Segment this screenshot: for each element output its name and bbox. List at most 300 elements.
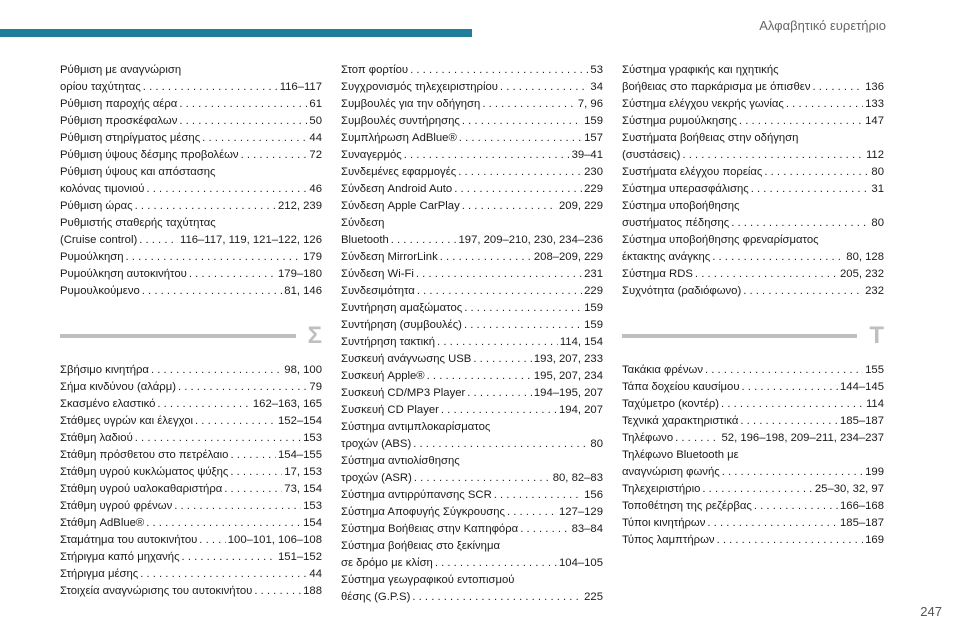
index-entry (622, 362, 884, 379)
index-entry-pages: 79 (309, 381, 322, 393)
index-entry-line (60, 583, 322, 600)
index-entry-line (60, 379, 322, 396)
page-number: 247 (920, 604, 942, 619)
index-entry-pages: 133 (865, 98, 884, 110)
index-entry-pages: 100–101, 106–108 (227, 534, 322, 546)
index-entry-line (60, 79, 322, 96)
index-entry-line (60, 464, 322, 481)
index-entry-text: Σύστημα Βοήθειας στην Καπηφόρα (341, 523, 519, 535)
index-entry (341, 572, 603, 606)
index-entry (341, 521, 603, 538)
index-entry-text: Στοιχεία αναγνώρισης του αυτοκινήτου (60, 585, 253, 597)
index-entry-pages: 52, 196–198, 209–211, 234–237 (721, 432, 884, 444)
index-entry-text: Συχνότητα (ραδιόφωνο) (622, 285, 742, 297)
index-entry-pages: 144–145 (840, 381, 884, 393)
dot-leader (413, 436, 588, 453)
index-entry-line (622, 215, 884, 232)
index-entry-line (622, 396, 884, 413)
index-entry (60, 532, 322, 549)
index-entry-pages: 231 (584, 268, 603, 280)
index-entry-text: Συσκευή CD Player (341, 404, 439, 416)
index-entry-text: Συμπλήρωση AdBlue® (341, 132, 457, 144)
index-entry-pages: 153 (303, 500, 322, 512)
index-entry-text: Σύστημα RDS (622, 268, 693, 280)
index-entry-text: Σκασμένο ελαστικό (60, 398, 156, 410)
dot-leader (459, 130, 582, 147)
index-entry-pages: 7, 96 (577, 98, 603, 110)
index-entry-heading: Σύστημα υποβοήθησης φρεναρίσματος (622, 234, 819, 246)
index-entry (341, 249, 603, 266)
index-entry-pages: 194, 207 (559, 404, 603, 416)
dot-leader (473, 351, 532, 368)
index-entry-text: Σύνδεση Apple CarPlay (341, 200, 460, 212)
index-entry-pages: 72 (309, 149, 322, 161)
index-entry (341, 538, 603, 572)
dot-leader (182, 549, 276, 566)
index-entry-pages: 17, 153 (284, 466, 322, 478)
dot-leader (440, 249, 532, 266)
index-entry-text: Συγχρονισμός τηλεχειριστηρίου (341, 81, 498, 93)
index-entry (341, 266, 603, 283)
index-entry-pages: 185–187 (840, 415, 884, 427)
index-entry (622, 62, 884, 96)
index-entry (341, 334, 603, 351)
index-entry-text: Συντήρηση (συμβουλές) (341, 319, 462, 331)
index-entry-text: Σύστημα ελέγχου νεκρής γωνίας (622, 98, 784, 110)
index-entry-pages: 157 (584, 132, 603, 144)
dot-leader (435, 555, 557, 572)
index-entry-text: Τοποθέτηση της ρεζέρβας (622, 500, 752, 512)
index-entry-pages: 116–117, 119, 121–122, 126 (180, 234, 322, 246)
index-entry (60, 498, 322, 515)
index-entry-line (341, 385, 603, 402)
index-entry (60, 549, 322, 566)
index-entry (60, 583, 322, 600)
dot-leader (139, 232, 178, 249)
section-divider (60, 324, 322, 348)
section-rule (60, 334, 296, 338)
index-entry-line (341, 79, 603, 96)
index-entry-text: Στήριγμα μέσης (60, 568, 139, 580)
index-entry (341, 402, 603, 419)
index-entry-line (341, 555, 603, 572)
dot-leader (682, 147, 864, 164)
index-entry-line (622, 249, 884, 266)
dot-leader (202, 130, 307, 147)
index-entry-text: Στήριγμα καπό μηχανής (60, 551, 180, 563)
index-entry (60, 283, 322, 300)
index-entry-pages: 114, 154 (559, 336, 603, 348)
index-entry-line (622, 464, 884, 481)
dot-leader (754, 498, 838, 515)
dot-leader (416, 266, 582, 283)
dot-leader (786, 96, 863, 113)
index-entry (60, 96, 322, 113)
dot-leader (722, 464, 863, 481)
dot-leader (224, 481, 282, 498)
dot-leader (494, 487, 582, 504)
index-entry (60, 113, 322, 130)
index-entry-pages: 31 (871, 183, 884, 195)
dot-leader (179, 96, 307, 113)
index-entry-line (622, 379, 884, 396)
index-entry (60, 481, 322, 498)
index-entry-pages: 156 (584, 489, 603, 501)
dot-leader (705, 362, 863, 379)
index-entry (622, 198, 884, 232)
section-letter: Τ (869, 322, 884, 349)
index-entry-line (622, 283, 884, 300)
index-entry (60, 515, 322, 532)
index-entry-line (341, 249, 603, 266)
index-entry (622, 113, 884, 130)
index-entry-line (341, 232, 603, 249)
index-entry-pages: 80 (590, 438, 603, 450)
index-entry-line (341, 130, 603, 147)
dot-leader (417, 283, 582, 300)
index-entry-text: Bluetooth (341, 234, 389, 246)
index-entry-line (622, 430, 884, 447)
index-entry-line (60, 532, 322, 549)
page-title: Αλφαβητικό ευρετήριο (759, 18, 886, 33)
index-entry-text: τροχών (ABS) (341, 438, 412, 450)
index-entry-text: Ρύθμιση ώρας (60, 200, 133, 212)
dot-leader (391, 232, 457, 249)
index-entry-text: Ρύθμιση προσκέφαλων (60, 115, 178, 127)
index-entry-text: Συντήρηση αμαξώματος (341, 302, 463, 314)
index-entry-pages: 169 (865, 534, 884, 546)
dot-leader (135, 430, 301, 447)
dot-leader (126, 249, 302, 266)
index-entry-pages: 159 (584, 302, 603, 314)
index-entry (622, 498, 884, 515)
index-entry-text: Ρύθμιση ύψους δέσμης προβολέων (60, 149, 239, 161)
index-entry-pages: 147 (865, 115, 884, 127)
section-divider (622, 324, 884, 348)
index-entry-line (60, 515, 322, 532)
index-entry-line (60, 113, 322, 130)
dot-leader (500, 79, 589, 96)
index-entry-pages: 208–209, 229 (533, 251, 603, 263)
index-entry (341, 283, 603, 300)
index-entry-line (622, 362, 884, 379)
index-entry (622, 481, 884, 498)
index-entry (60, 447, 322, 464)
index-entry-line (341, 487, 603, 504)
index-entry (622, 96, 884, 113)
dot-leader (135, 198, 276, 215)
dot-leader (731, 215, 869, 232)
index-entry-pages: 154–155 (278, 449, 322, 461)
index-entry-pages: 80, 82–83 (552, 472, 603, 484)
index-entry-pages: 152–154 (278, 415, 322, 427)
index-entry-line (60, 566, 322, 583)
dot-leader (717, 532, 864, 549)
index-entry-text: αναγνώριση φωνής (622, 466, 720, 478)
index-entry-text: Τεχνικά χαρακτηριστικά (622, 415, 739, 427)
index-entry-heading: Σύνδεση (341, 217, 385, 229)
index-entry (60, 566, 322, 583)
index-entry (60, 396, 322, 413)
dot-leader (712, 249, 844, 266)
index-entry-heading: Σύστημα γραφικής και ηχητικής (622, 64, 779, 76)
index-entry-pages: 98, 100 (284, 364, 322, 376)
index-entry-line (60, 130, 322, 147)
index-entry-pages: 195, 207, 234 (533, 370, 603, 382)
index-entry (60, 249, 322, 266)
index-entry (341, 504, 603, 521)
index-entry-line (341, 402, 603, 419)
index-entry-pages: 225 (584, 591, 603, 603)
dot-leader (740, 413, 838, 430)
index-entry-pages: 116–117 (279, 81, 322, 93)
index-entry-text: Συνδεσιμότητα (341, 285, 415, 297)
index-entry-line (341, 113, 603, 130)
index-entry-text: Στοπ φορτίου (341, 64, 409, 76)
index-entry-line (341, 300, 603, 317)
index-entry-line (341, 283, 603, 300)
dot-leader (174, 498, 301, 515)
index-entry-line (60, 498, 322, 515)
index-entry-pages: 193, 207, 233 (533, 353, 603, 365)
index-entry (622, 379, 884, 396)
index-entry-pages: 25–30, 32, 97 (814, 483, 884, 495)
index-entry-text: σε δρόμο με κλίση (341, 557, 433, 569)
index-entry (60, 130, 322, 147)
index-entry (622, 515, 884, 532)
index-entry-text: Ρυμουλκούμενο (60, 285, 140, 297)
index-entry-line (622, 498, 884, 515)
dot-leader (743, 283, 863, 300)
index-entry-text: βοήθειας στο παρκάρισμα με όπισθεν (622, 81, 811, 93)
index-entry-line (622, 164, 884, 181)
index-entry (622, 413, 884, 430)
index-entry-line (60, 430, 322, 447)
dot-leader (178, 379, 307, 396)
index-entry-heading: Ρυθμιστής σταθερής ταχύτητας (60, 217, 216, 229)
section-letter: Σ (307, 322, 322, 349)
index-entry (60, 147, 322, 164)
index-entry-line (341, 317, 603, 334)
dot-leader (254, 583, 301, 600)
index-entry-pages: 80 (871, 217, 884, 229)
index-entry-pages: 61 (309, 98, 322, 110)
index-column-1 (60, 62, 322, 600)
index-entry-text: Στάθμη υγρού κυκλώματος ψύξης (60, 466, 229, 478)
index-entry-text: θέσης (G.P.S) (341, 591, 411, 603)
dot-leader (507, 504, 557, 521)
index-entry (622, 266, 884, 283)
index-entry-text: Συσκευή Apple® (341, 370, 425, 382)
index-entry-line (60, 266, 322, 283)
index-entry-pages: 34 (590, 81, 603, 93)
index-entry-line (60, 147, 322, 164)
dot-leader (151, 362, 282, 379)
index-entry-text: έκτακτης ανάγκης (622, 251, 711, 263)
index-entry (622, 283, 884, 300)
index-entry-line (341, 198, 603, 215)
index-entry (341, 317, 603, 334)
index-entry-line (622, 532, 884, 549)
index-entry-pages: 197, 209–210, 230, 234–236 (458, 234, 603, 246)
index-entry (341, 164, 603, 181)
index-entry-heading: Σύστημα βοήθειας στο ξεκίνημα (341, 540, 500, 552)
index-entry-text: Στάθμη AdBlue® (60, 517, 145, 529)
index-entry (60, 413, 322, 430)
index-entry-line (60, 549, 322, 566)
index-entry-pages: 83–84 (571, 523, 603, 535)
index-entry-line (60, 481, 322, 498)
dot-leader (146, 181, 307, 198)
index-entry-line (622, 515, 884, 532)
index-entry-text: Τηλέφωνο (622, 432, 674, 444)
index-entry-text: Σύστημα ρυμούλκησης (622, 115, 737, 127)
index-entry-heading: Τηλέφωνο Bluetooth με (622, 449, 739, 461)
index-entry (622, 396, 884, 413)
index-entry (60, 62, 322, 96)
dot-leader (157, 396, 250, 413)
dot-leader (414, 470, 551, 487)
index-entry-pages: 50 (309, 115, 322, 127)
index-entry-text: κολόνας τιμονιού (60, 183, 145, 195)
index-entry-pages: 46 (309, 183, 322, 195)
index-entry-text: Σταμάτημα του αυτοκινήτου (60, 534, 198, 546)
index-entry (341, 130, 603, 147)
index-entry-line (341, 470, 603, 487)
index-entry-text: Συνδεμένες εφαρμογές (341, 166, 457, 178)
index-entry (341, 453, 603, 487)
index-entry-pages: 73, 154 (284, 483, 322, 495)
dot-leader (230, 464, 282, 481)
index-entry-line (341, 436, 603, 453)
index-entry (341, 62, 603, 79)
dot-leader (179, 113, 307, 130)
index-entry (622, 164, 884, 181)
index-entry (622, 130, 884, 164)
index-entry (341, 368, 603, 385)
index-entry-pages: 185–187 (840, 517, 884, 529)
index-entry-line (622, 266, 884, 283)
index-entry (341, 487, 603, 504)
index-entry (341, 181, 603, 198)
index-entry-line (622, 481, 884, 498)
index-entry-line (60, 396, 322, 413)
index-entry-line (341, 181, 603, 198)
index-entry-pages: 153 (303, 432, 322, 444)
index-entry-pages: 229 (584, 183, 603, 195)
index-entry-line (60, 96, 322, 113)
index-entry-heading: Σύστημα γεωγραφικού εντοπισμού (341, 574, 515, 586)
dot-leader (458, 164, 582, 181)
index-entry (622, 447, 884, 481)
section-rule (622, 334, 857, 338)
index-entry-pages: 127–129 (559, 506, 603, 518)
dot-leader (143, 79, 278, 96)
dot-leader (739, 113, 863, 130)
index-entry-line (341, 334, 603, 351)
index-entry-line (622, 413, 884, 430)
index-entry-line (622, 113, 884, 130)
index-entry-line (60, 249, 322, 266)
dot-leader (462, 198, 557, 215)
index-entry-pages: 159 (584, 319, 603, 331)
index-entry-pages: 166–168 (840, 500, 884, 512)
index-entry-text: Ρύθμιση παροχής αέρα (60, 98, 178, 110)
dot-leader (482, 96, 576, 113)
index-entry-text: Στάθμη πρόσθετου στο πετρέλαιο (60, 449, 229, 461)
index-entry-text: Συσκευή ανάγνωσης USB (341, 353, 472, 365)
dot-leader (195, 413, 276, 430)
dot-leader (412, 589, 582, 606)
index-entry-line (341, 164, 603, 181)
index-entry (60, 379, 322, 396)
dot-leader (454, 181, 582, 198)
index-entry-pages: 80, 128 (846, 251, 884, 263)
index-entry-line (341, 266, 603, 283)
index-entry-text: Σύνδεση Android Auto (341, 183, 453, 195)
index-entry-pages: 53 (590, 64, 603, 76)
dot-leader (707, 515, 838, 532)
index-entry (341, 300, 603, 317)
index-entry-text: Σήμα κινδύνου (αλάρμ) (60, 381, 176, 393)
index-entry-text: συστήματος πέδησης (622, 217, 730, 229)
index-entry-pages: 155 (865, 364, 884, 376)
index-entry-text: Σύστημα υπερασφάλισης (622, 183, 749, 195)
index-entry-text: Σύστημα Αποφυγής Σύγκρουσης (341, 506, 505, 518)
index-entry-text: Στάθμη υγρού υαλοκαθαριστήρα (60, 483, 223, 495)
header-accent-bar (0, 29, 472, 37)
index-entry-heading: Ρύθμιση ύψους και απόστασης (60, 166, 216, 178)
index-entry-pages: 230 (584, 166, 603, 178)
dot-leader (241, 147, 308, 164)
index-entry-pages: 104–105 (559, 557, 603, 569)
dot-leader (427, 368, 532, 385)
index-entry-text: Ρυμούλκηση αυτοκινήτου (60, 268, 187, 280)
index-column-3 (622, 62, 884, 549)
dot-leader (146, 515, 301, 532)
index-entry (622, 430, 884, 447)
index-entry-text: Συσκευή CD/MP3 Player (341, 387, 466, 399)
index-entry-text: Σύνδεση Wi-Fi (341, 268, 414, 280)
dot-leader (140, 566, 307, 583)
index-entry (622, 232, 884, 266)
index-entry (341, 96, 603, 113)
index-entry-pages: 112 (865, 149, 884, 161)
index-entry-pages: 199 (865, 466, 884, 478)
index-entry-pages: 179 (303, 251, 322, 263)
index-entry-pages: 44 (309, 132, 322, 144)
index-entry (60, 430, 322, 447)
index-entry-text: Σύνδεση MirrorLink (341, 251, 438, 263)
dot-leader (742, 379, 839, 396)
index-entry-text: Σβήσιμο κινητήρα (60, 364, 149, 376)
dot-leader (812, 79, 863, 96)
index-entry-pages: 154 (303, 517, 322, 529)
index-entry (60, 164, 322, 198)
index-entry (60, 362, 322, 379)
index-entry-line (622, 96, 884, 113)
index-entry-text: Συμβουλές για την οδήγηση (341, 98, 481, 110)
dot-leader (142, 283, 283, 300)
index-entry-line (622, 181, 884, 198)
index-entry-line (341, 504, 603, 521)
index-entry-text: Συστήματα ελέγχου πορείας (622, 166, 763, 178)
dot-leader (410, 62, 588, 79)
dot-leader (441, 402, 557, 419)
dot-leader (721, 396, 864, 413)
dot-leader (675, 430, 719, 447)
index-entry-text: Συναγερμός (341, 149, 402, 161)
